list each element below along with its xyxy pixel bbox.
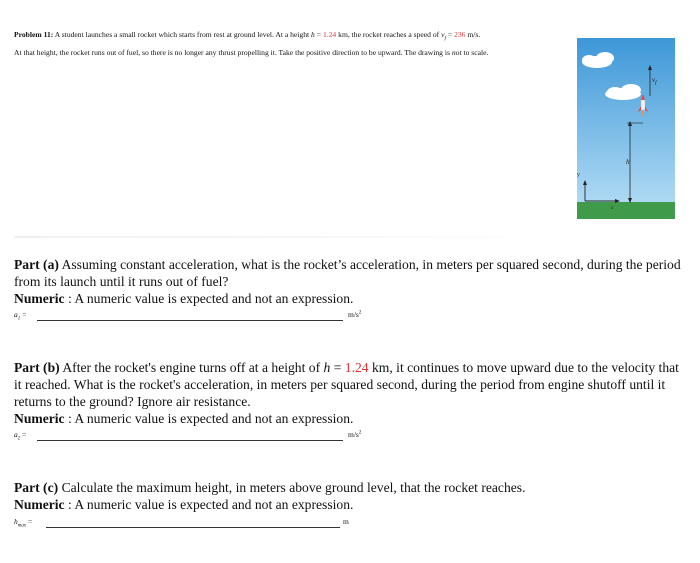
section-divider: [14, 236, 549, 238]
equals-sign: =: [316, 30, 322, 39]
speed-subscript: f: [444, 35, 446, 42]
part-c-numeric-label: Numeric: [14, 497, 65, 512]
part-b-label: Part (b): [14, 360, 60, 375]
part-b-unit: $m/s^2$: [348, 430, 362, 439]
problem-statement: [14, 28, 570, 59]
problem-sentence-3: At that height, the rocket runs out of fuel, so there is no longer any thrust propelling it. Take the positive direction to be upward. The drawing is: [14, 47, 450, 57]
part-c-numeric-text: : A numeric value is expected and not an expression.: [68, 497, 354, 512]
part-a-answer-input[interactable]: [37, 310, 343, 321]
vf-label: $v_f$: [652, 76, 657, 86]
part-a-numeric-label: Numeric: [14, 291, 65, 306]
part-c-unit: m: [343, 517, 349, 526]
rocket-figure: [577, 38, 675, 219]
h-label: h: [626, 158, 630, 166]
height-value: 1.24: [322, 30, 337, 39]
speed-symbol: v: [441, 30, 445, 39]
part-b-h-value: 1.24: [344, 360, 369, 375]
y-label: y: [577, 172, 580, 178]
part-b-numeric-label: Numeric: [14, 411, 65, 426]
height-unit: km,: [338, 30, 350, 39]
equals-sign-2: =: [447, 30, 453, 39]
part-c-question: Calculate the maximum height, in meters above ground level, that the rocket reaches.: [61, 480, 526, 495]
part-c-answer-row: [14, 517, 374, 531]
problem-label: Problem 11:: [14, 30, 54, 39]
part-c-var: $h_{max}$ =: [14, 517, 33, 529]
part-c-answer-input[interactable]: [46, 517, 340, 528]
part-b-question-1: After the rocket's engine turns off at a height of: [62, 360, 321, 375]
speed-unit: m/s.: [467, 30, 481, 39]
part-c-label: Part (c): [14, 480, 59, 495]
part-a-answer-row: [14, 310, 374, 324]
problem-sentence-4: to scale.: [463, 47, 489, 57]
part-a-label: Part (a): [14, 257, 59, 272]
rocket-diagram: [577, 38, 675, 219]
part-b-var: $a_2$ =: [14, 430, 27, 442]
problem-sentence-2: the rocket reaches a speed of: [351, 30, 440, 39]
part-a-numeric-text: : A numeric value is expected and not an expression.: [68, 291, 354, 306]
part-a: [14, 256, 686, 307]
part-b-equals: =: [333, 360, 342, 375]
ground: [577, 202, 675, 219]
part-a-unit: $m/s^2$: [348, 310, 362, 319]
part-b-question-2: km, it continues to move upward due to the velocity that it reached. What is the rocket's acceleration, in meters per squared second, during the period from engine shutoff until it returns to the ground? Ignore air resistance.: [14, 360, 679, 409]
speed-value: 236: [454, 30, 466, 39]
part-b: [14, 359, 686, 427]
part-a-var: $a_1$ =: [14, 310, 27, 322]
part-b-answer-input[interactable]: [37, 430, 343, 441]
part-b-h-symbol: h: [323, 360, 331, 375]
part-a-question: Assuming constant acceleration, what is the rocket’s acceleration, in meters per squared second, during the period from its launch until it runs out of fuel?: [14, 257, 681, 289]
part-c: [14, 479, 686, 513]
part-b-numeric-text: : A numeric value is expected and not an expression.: [68, 411, 354, 426]
not-emphasis: not: [451, 47, 462, 57]
x-label: x: [611, 206, 614, 211]
part-b-answer-row: [14, 430, 374, 444]
problem-sentence-1: A student launches a small rocket which starts from rest at ground level. At a height: [54, 30, 310, 39]
height-symbol: h: [311, 30, 315, 39]
